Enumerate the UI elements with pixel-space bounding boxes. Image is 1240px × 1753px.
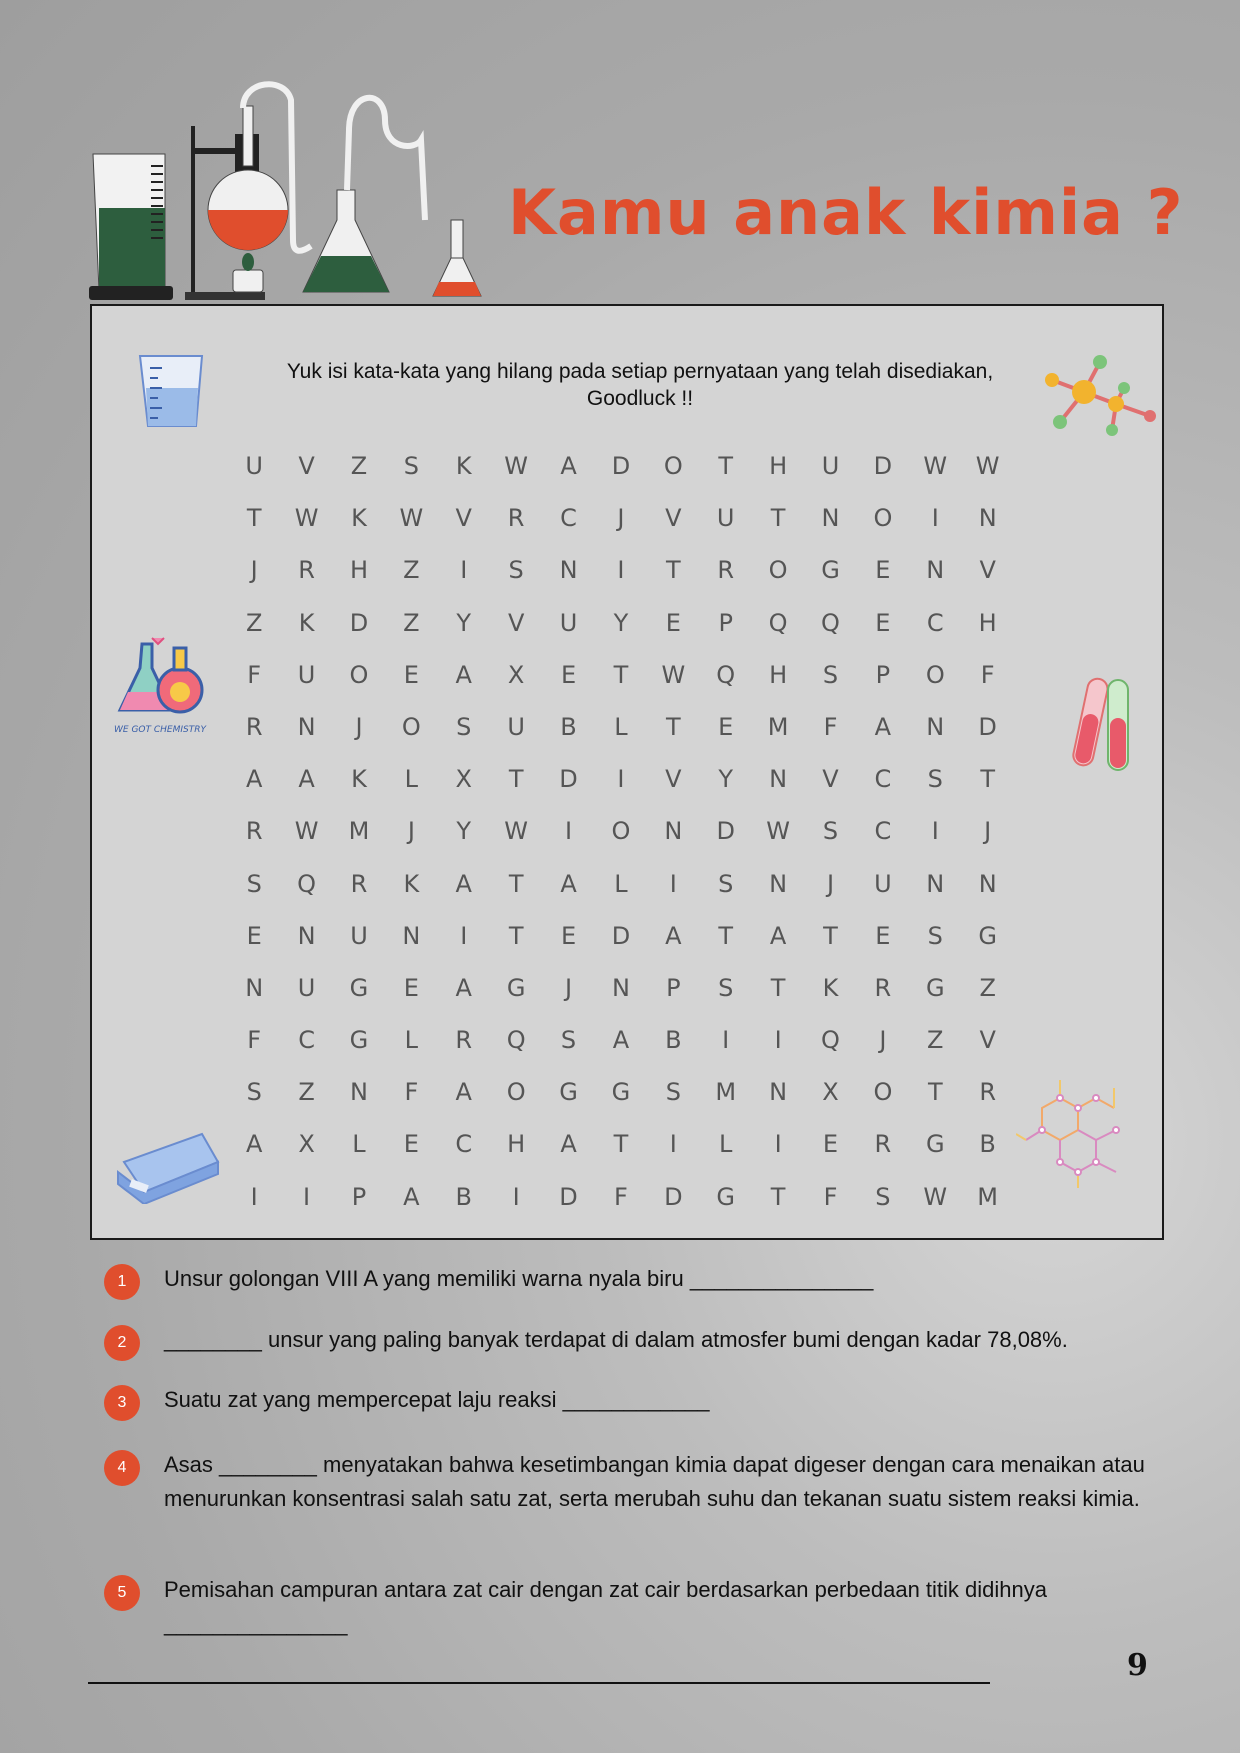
grid-letter[interactable]: J [826, 869, 835, 898]
grid-letter[interactable]: D [559, 765, 578, 794]
grid-letter[interactable]: Q [506, 1026, 526, 1055]
grid-letter[interactable]: N [769, 1078, 788, 1107]
grid-letter[interactable]: G [978, 921, 997, 950]
grid-letter[interactable]: C [298, 1026, 315, 1055]
grid-letter[interactable]: K [822, 973, 839, 1002]
grid-letter[interactable]: N [978, 504, 997, 533]
grid-letter[interactable]: I [774, 1026, 782, 1055]
grid-letter[interactable]: E [403, 660, 419, 689]
grid-letter[interactable]: N [559, 556, 578, 585]
grid-letter[interactable]: U [350, 921, 368, 950]
grid-letter[interactable]: T [770, 1182, 786, 1211]
grid-letter[interactable]: E [403, 973, 419, 1002]
grid-letter[interactable]: C [874, 765, 892, 794]
grid-letter[interactable]: W [661, 660, 686, 689]
grid-letter[interactable]: T [718, 921, 734, 950]
grid-letter[interactable]: T [613, 660, 629, 689]
grid-letter[interactable]: G [925, 1130, 945, 1159]
grid-letter[interactable]: R [874, 973, 892, 1002]
grid-letter[interactable]: I [931, 504, 939, 533]
grid-letter[interactable]: A [455, 1078, 472, 1107]
question-text: Pemisahan campuran antara zat cair dengan zat cair berdasarkan perbedaan titik didihnya _______________ [164, 1577, 1047, 1636]
question-number-badge: 5 [104, 1575, 140, 1611]
grid-letter[interactable]: S [822, 817, 839, 846]
grid-letter[interactable]: B [979, 1130, 996, 1159]
grid-letter[interactable]: U [297, 660, 316, 689]
grid-letter[interactable]: Z [927, 1026, 944, 1055]
grid-letter[interactable]: Z [403, 556, 420, 585]
grid-letter[interactable]: X [507, 660, 525, 689]
grid-letter[interactable]: S [560, 1026, 577, 1055]
measuring-cup-icon [136, 352, 210, 432]
grid-letter[interactable]: M [977, 1182, 999, 1211]
grid-letter[interactable]: V [822, 765, 839, 794]
grid-letter[interactable]: S [927, 921, 943, 950]
grid-letter[interactable]: Y [718, 765, 734, 794]
grid-letter[interactable]: R [979, 1078, 996, 1107]
grid-letter[interactable]: F [823, 712, 838, 741]
grid-letter[interactable]: P [351, 1182, 367, 1211]
grid-letter[interactable]: W [399, 504, 424, 533]
grid-letter[interactable]: M [767, 712, 789, 741]
erlenmeyer-flask-icon [303, 98, 425, 292]
grid-letter[interactable]: H [978, 608, 997, 637]
grid-letter[interactable]: O [873, 504, 893, 533]
grid-letter[interactable]: D [716, 817, 735, 846]
grid-letter[interactable]: O [873, 1078, 893, 1107]
grid-letter[interactable]: A [665, 921, 682, 950]
grid-letter[interactable]: L [614, 869, 628, 898]
grid-letter[interactable]: F [247, 1026, 262, 1055]
grid-letter[interactable]: P [666, 973, 681, 1002]
grid-letter[interactable]: V [298, 452, 315, 480]
grid-letter[interactable]: L [614, 712, 628, 741]
grid-letter[interactable]: S [246, 869, 262, 898]
grid-letter[interactable]: S [822, 660, 839, 689]
grid-letter[interactable]: Z [979, 973, 996, 1002]
grid-letter[interactable]: U [716, 504, 735, 533]
grid-letter[interactable]: Q [821, 1026, 840, 1055]
grid-letter[interactable]: E [560, 921, 577, 950]
grid-letter[interactable]: E [822, 1130, 839, 1159]
grid-letter[interactable]: F [614, 1182, 628, 1211]
grid-letter[interactable]: Q [297, 869, 317, 898]
grid-letter[interactable]: E [560, 660, 577, 689]
grid-letter[interactable]: O [768, 556, 788, 585]
question-number-badge: 2 [104, 1325, 140, 1361]
instructions-line-2: Goodluck !! [586, 387, 694, 410]
grid-letter[interactable]: E [403, 1130, 419, 1159]
grid-letter[interactable]: W [766, 817, 790, 846]
grid-letter[interactable]: S [927, 765, 943, 794]
grid-letter[interactable]: I [774, 1130, 782, 1159]
grid-letter[interactable]: H [769, 660, 788, 689]
grid-letter[interactable]: N [926, 712, 945, 741]
grid-letter[interactable]: Z [245, 608, 263, 637]
grid-letter[interactable]: T [508, 765, 524, 794]
grid-letter[interactable]: J [250, 556, 258, 585]
grid-letter[interactable]: R [455, 1026, 473, 1055]
grid-letter[interactable]: A [298, 765, 315, 794]
question-number-badge: 1 [104, 1264, 140, 1300]
grid-letter[interactable]: E [665, 608, 681, 637]
grid-letter[interactable]: G [925, 973, 945, 1002]
grid-letter[interactable]: R [245, 712, 263, 741]
grid-letter[interactable]: J [879, 1026, 887, 1055]
grid-letter[interactable]: L [352, 1130, 366, 1159]
grid-letter[interactable]: E [718, 712, 734, 741]
grid-letter[interactable]: N [297, 712, 316, 741]
chemical-structure-icon [1016, 1078, 1140, 1190]
test-tubes-icon [1070, 674, 1132, 776]
grid-letter[interactable]: K [351, 504, 367, 533]
grid-letter[interactable]: I [250, 1182, 258, 1211]
lab-glassware-illustration [85, 70, 505, 306]
grid-letter[interactable]: D [559, 1182, 578, 1211]
grid-letter[interactable]: N [821, 504, 840, 533]
grid-letter[interactable]: G [611, 1078, 631, 1107]
grid-letter[interactable]: J [355, 712, 363, 741]
grid-letter[interactable]: R [298, 556, 315, 585]
grid-letter[interactable]: T [823, 921, 838, 950]
grid-letter[interactable]: G [821, 556, 840, 585]
grid-letter[interactable]: T [665, 712, 681, 741]
grid-letter[interactable]: Q [716, 660, 736, 689]
grid-letter[interactable]: A [245, 1130, 263, 1159]
molecule-icon [1038, 350, 1160, 438]
grid-letter[interactable]: O [506, 1078, 526, 1107]
grid-letter[interactable]: A [560, 452, 577, 480]
grid-letter[interactable]: N [611, 973, 630, 1002]
grid-letter[interactable]: U [297, 973, 316, 1002]
grid-letter[interactable]: S [718, 973, 734, 1002]
grid-letter[interactable]: S [875, 1182, 891, 1211]
grid-letter[interactable]: L [719, 1130, 733, 1159]
grid-letter[interactable]: D [978, 712, 997, 741]
grid-letter[interactable]: W [294, 817, 319, 846]
grid-letter[interactable]: U [559, 608, 578, 637]
grid-letter[interactable]: T [980, 765, 995, 794]
grid-letter[interactable]: H [769, 452, 788, 480]
grid-letter[interactable]: I [722, 1026, 730, 1055]
grid-letter[interactable]: W [294, 504, 319, 533]
grid-letter[interactable]: N [769, 869, 788, 898]
grid-letter[interactable]: Z [298, 1078, 315, 1107]
instructions [210, 358, 1070, 412]
grid-letter[interactable]: T [665, 556, 681, 585]
grid-letter[interactable]: B [455, 1182, 472, 1211]
grid-letter[interactable]: H [507, 1130, 526, 1159]
beaker-icon [89, 154, 173, 300]
grid-letter[interactable]: I [303, 1182, 311, 1211]
grid-letter[interactable]: I [617, 765, 625, 794]
grid-letter[interactable]: X [455, 765, 472, 794]
grid-letter[interactable]: G [506, 973, 526, 1002]
question-number-badge: 3 [104, 1385, 140, 1421]
grid-letter[interactable]: D [664, 1182, 683, 1211]
grid-letter[interactable]: I [460, 921, 468, 950]
grid-letter[interactable]: N [245, 973, 264, 1002]
page-title: Kamu anak kimia ? [508, 176, 1184, 249]
grid-letter[interactable]: O [401, 712, 421, 741]
grid-letter[interactable]: K [298, 608, 315, 637]
round-flask-icon [185, 84, 311, 300]
grid-letter[interactable]: Q [768, 608, 788, 637]
grid-letter[interactable]: K [351, 765, 367, 794]
page-number: 9 [1127, 1648, 1148, 1683]
grid-letter[interactable]: W [923, 452, 948, 480]
question-text: Asas ________ menyatakan bahwa kesetimbangan kimia dapat digeser dengan cara menaikan atau menurunkan konsentrasi salah satu zat, serta merubah suhu dan tekanan suatu sistem reaksi kimia. [164, 1452, 1145, 1511]
grid-letter[interactable]: K [403, 869, 420, 898]
grid-letter[interactable]: I [669, 869, 677, 898]
grid-letter[interactable]: A [455, 973, 472, 1002]
grid-letter[interactable]: C [926, 608, 944, 637]
grid-letter[interactable]: J [617, 504, 625, 533]
grid-letter[interactable]: Y [613, 608, 629, 637]
grid-letter[interactable]: A [769, 921, 787, 950]
volumetric-flask-icon [433, 220, 481, 296]
grid-letter[interactable]: T [770, 973, 786, 1002]
grid-letter[interactable]: P [718, 608, 733, 637]
grid-letter[interactable]: B [665, 1026, 682, 1055]
grid-letter[interactable]: A [560, 869, 577, 898]
grid-letter[interactable]: A [403, 1182, 420, 1211]
grid-letter[interactable]: Y [456, 608, 472, 637]
question-number-badge: 4 [104, 1450, 140, 1486]
grid-letter[interactable]: W [923, 1182, 948, 1211]
grid-letter[interactable]: H [349, 556, 368, 585]
grid-letter[interactable]: S [718, 869, 734, 898]
grid-letter[interactable]: B [560, 712, 577, 741]
grid-letter[interactable]: G [349, 973, 369, 1002]
grid-letter[interactable]: U [874, 869, 892, 898]
grid-letter[interactable]: C [455, 1130, 473, 1159]
grid-letter[interactable]: G [349, 1026, 369, 1055]
grid-letter[interactable]: N [926, 869, 945, 898]
grid-letter[interactable]: O [349, 660, 369, 689]
grid-letter[interactable]: J [984, 817, 992, 846]
grid-letter[interactable]: E [246, 921, 262, 950]
grid-letter[interactable]: A [455, 869, 472, 898]
grid-letter[interactable]: T [613, 1130, 629, 1159]
grid-letter[interactable]: O [611, 817, 631, 846]
grid-letter[interactable]: X [298, 1130, 315, 1159]
grid-letter[interactable]: U [821, 452, 840, 480]
grid-letter[interactable]: D [873, 452, 893, 480]
grid-letter[interactable]: R [874, 1130, 892, 1159]
chemistry-flasks-sticker [112, 634, 216, 738]
grid-letter[interactable]: N [926, 556, 945, 585]
grid-letter[interactable]: S [456, 712, 472, 741]
grid-letter[interactable]: X [822, 1078, 839, 1107]
grid-letter[interactable]: V [979, 556, 996, 585]
grid-letter[interactable]: D [611, 452, 631, 480]
grid-letter[interactable]: W [504, 452, 529, 480]
grid-letter[interactable]: M [348, 817, 370, 846]
grid-letter[interactable]: T [770, 504, 786, 533]
grid-letter[interactable]: A [455, 660, 472, 689]
grid-letter[interactable]: I [931, 817, 939, 846]
instructions-line-1: Yuk isi kata-kata yang hilang pada setiap pernyataan yang telah disediakan, [286, 360, 994, 383]
grid-letter[interactable]: C [874, 817, 892, 846]
grid-letter[interactable]: D [611, 921, 631, 950]
grid-letter[interactable]: P [875, 660, 891, 689]
grid-letter[interactable]: S [403, 452, 419, 480]
grid-letter[interactable]: N [402, 921, 421, 950]
question-text: Unsur golongan VIII A yang memiliki warna nyala biru _______________ [164, 1266, 874, 1291]
grid-letter[interactable]: L [404, 1026, 419, 1055]
grid-letter[interactable]: S [665, 1078, 681, 1107]
footer-divider [88, 1682, 990, 1684]
grid-letter[interactable]: S [508, 556, 524, 585]
grid-letter[interactable]: V [979, 1026, 996, 1055]
grid-letter[interactable]: E [875, 556, 891, 585]
grid-letter[interactable]: V [455, 504, 472, 533]
grid-letter[interactable]: T [927, 1078, 943, 1107]
question-text: Suatu zat yang mempercepat laju reaksi ____________ [164, 1387, 710, 1412]
grid-letter[interactable]: E [875, 608, 891, 637]
grid-letter[interactable]: Z [403, 608, 420, 637]
grid-letter[interactable]: Q [821, 608, 840, 637]
grid-letter[interactable]: C [560, 504, 577, 533]
grid-letter[interactable]: J [565, 973, 573, 1002]
grid-letter[interactable]: F [980, 660, 995, 689]
grid-letter[interactable]: R [245, 817, 263, 846]
grid-letter[interactable]: T [718, 452, 734, 480]
grid-letter[interactable]: W [975, 452, 1000, 480]
grid-letter[interactable]: R [350, 869, 368, 898]
question-text: ________ unsur yang paling banyak terdapat di dalam atmosfer bumi dengan kadar 78,08%. [164, 1327, 1068, 1352]
grid-letter[interactable]: E [875, 921, 891, 950]
grid-letter[interactable]: T [508, 921, 524, 950]
grid-letter[interactable]: N [664, 817, 683, 846]
grid-letter[interactable]: I [565, 817, 573, 846]
grid-letter[interactable]: V [665, 765, 682, 794]
grid-letter[interactable]: O [663, 452, 683, 480]
weighing-scale-icon [114, 1122, 222, 1204]
grid-letter[interactable]: V [507, 608, 525, 637]
grid-letter[interactable]: F [247, 660, 262, 689]
grid-letter[interactable]: U [507, 712, 525, 741]
grid-letter[interactable]: M [715, 1078, 737, 1107]
grid-letter[interactable]: F [823, 1182, 838, 1211]
grid-letter[interactable]: Z [350, 452, 368, 480]
grid-letter[interactable]: S [246, 1078, 262, 1107]
grid-letter[interactable]: L [404, 765, 419, 794]
grid-letter[interactable]: R [507, 504, 525, 533]
grid-letter[interactable]: D [349, 608, 369, 637]
grid-letter[interactable]: R [717, 556, 735, 585]
grid-letter[interactable]: I [460, 556, 468, 585]
grid-letter[interactable]: T [508, 869, 524, 898]
grid-letter[interactable]: A [560, 1130, 577, 1159]
grid-letter[interactable]: A [245, 765, 263, 794]
grid-letter[interactable]: Y [456, 817, 472, 846]
grid-letter[interactable]: N [350, 1078, 368, 1107]
grid-letter[interactable]: V [665, 504, 682, 533]
grid-letter[interactable]: N [297, 921, 316, 950]
grid-letter[interactable]: A [612, 1026, 630, 1055]
grid-letter[interactable]: W [504, 817, 529, 846]
grid-letter[interactable]: A [874, 712, 892, 741]
grid-letter[interactable]: N [978, 869, 997, 898]
grid-letter[interactable]: U [245, 452, 263, 480]
grid-letter[interactable]: F [404, 1078, 419, 1107]
grid-letter[interactable]: G [559, 1078, 578, 1107]
grid-letter[interactable]: N [769, 765, 788, 794]
grid-letter[interactable]: G [716, 1182, 736, 1211]
grid-letter[interactable]: I [669, 1130, 677, 1159]
grid-letter[interactable]: I [512, 1182, 520, 1211]
grid-letter[interactable]: K [455, 452, 472, 480]
grid-letter[interactable]: T [246, 504, 262, 533]
word-search-grid [228, 440, 1014, 1223]
chemistry-sticker-text: WE GOT CHEMISTRY [114, 725, 206, 735]
grid-letter[interactable]: J [407, 817, 415, 846]
grid-letter[interactable]: I [617, 556, 625, 585]
grid-letter[interactable]: O [925, 660, 945, 689]
